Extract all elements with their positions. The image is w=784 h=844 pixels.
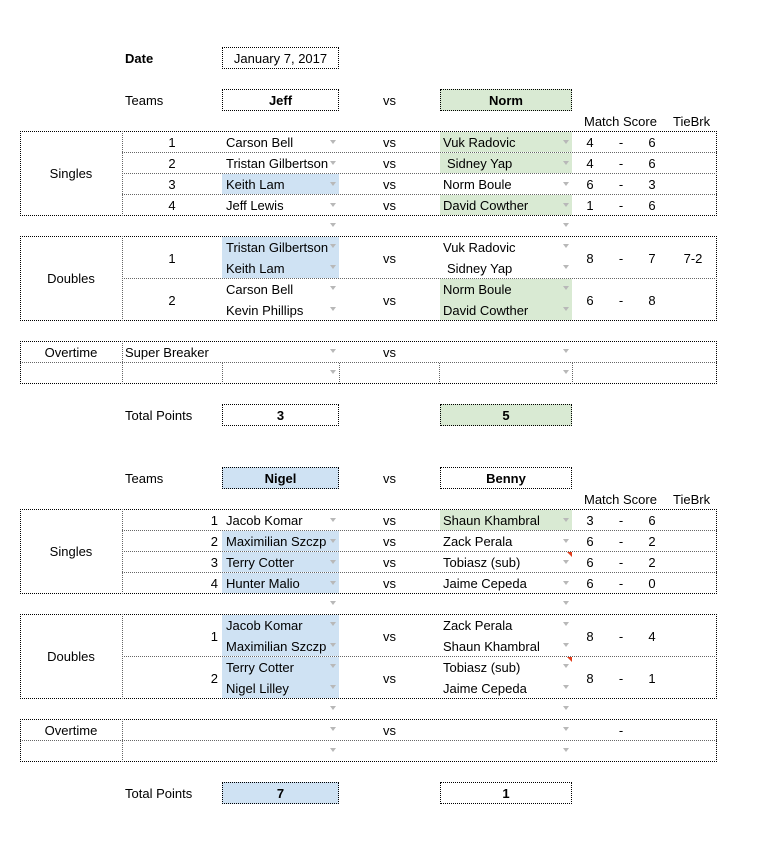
- score-left[interactable]: 8: [586, 251, 594, 266]
- doubles-2-right-player-2[interactable]: David Cowther: [443, 303, 529, 318]
- chevron-down-icon[interactable]: [330, 518, 336, 522]
- doubles-1-left-player-2[interactable]: Keith Lam: [226, 261, 285, 276]
- chevron-down-icon[interactable]: [563, 307, 569, 311]
- doubles-label: Doubles: [47, 649, 95, 664]
- chevron-down-icon[interactable]: [330, 203, 336, 207]
- chevron-down-icon[interactable]: [330, 748, 336, 752]
- match-score-header: Match Score: [584, 114, 657, 129]
- vs-label: vs: [383, 293, 396, 308]
- match-score-header: Match Score: [584, 492, 657, 507]
- chevron-down-icon[interactable]: [563, 203, 569, 207]
- chevron-down-icon[interactable]: [330, 349, 336, 353]
- singles-3-left-player[interactable]: Keith Lam: [226, 177, 285, 192]
- tiebrk-header: TieBrk: [673, 492, 711, 507]
- singles-3-num: 3: [210, 555, 218, 570]
- chevron-down-icon[interactable]: [330, 223, 336, 227]
- comment-indicator-icon[interactable]: [567, 657, 572, 662]
- score-dash: -: [618, 156, 624, 171]
- doubles-1-num: 1: [168, 251, 176, 266]
- chevron-down-icon[interactable]: [563, 581, 569, 585]
- score-left[interactable]: 1: [586, 198, 594, 213]
- score-left[interactable]: 6: [586, 534, 594, 549]
- score-right[interactable]: 7: [648, 251, 656, 266]
- score-right[interactable]: 4: [648, 629, 656, 644]
- score-right[interactable]: 6: [648, 198, 656, 213]
- singles-1-right-player[interactable]: Shaun Khambral: [443, 513, 540, 528]
- chevron-down-icon[interactable]: [330, 265, 336, 269]
- chevron-down-icon[interactable]: [563, 182, 569, 186]
- chevron-down-icon[interactable]: [330, 560, 336, 564]
- chevron-down-icon[interactable]: [563, 748, 569, 752]
- chevron-down-icon[interactable]: [563, 727, 569, 731]
- chevron-down-icon[interactable]: [330, 539, 336, 543]
- singles-3-left-player[interactable]: Terry Cotter: [226, 555, 294, 570]
- chevron-down-icon[interactable]: [330, 182, 336, 186]
- chevron-down-icon[interactable]: [330, 685, 336, 689]
- singles-4-left-player[interactable]: Hunter Malio: [226, 576, 300, 591]
- chevron-down-icon[interactable]: [563, 643, 569, 647]
- doubles-2-left-player-1[interactable]: Terry Cotter: [226, 660, 294, 675]
- total-points-label: Total Points: [125, 786, 193, 801]
- chevron-down-icon[interactable]: [330, 664, 336, 668]
- singles-2-right-player[interactable]: Sidney Yap: [447, 156, 513, 171]
- singles-3-num: 3: [168, 177, 176, 192]
- chevron-down-icon[interactable]: [330, 161, 336, 165]
- vs-label: vs: [383, 251, 396, 266]
- vs-label: vs: [383, 177, 396, 192]
- date-value[interactable]: January 7, 2017: [233, 51, 328, 66]
- vs-label: vs: [383, 198, 396, 213]
- chevron-down-icon[interactable]: [330, 727, 336, 731]
- singles-4-right-player[interactable]: Jaime Cepeda: [443, 576, 527, 591]
- chevron-down-icon[interactable]: [330, 286, 336, 290]
- doubles-1-right-player-2[interactable]: Shaun Khambral: [443, 639, 540, 654]
- doubles-1-right-player-2[interactable]: Sidney Yap: [447, 261, 513, 276]
- team-left-name[interactable]: Jeff: [268, 93, 293, 108]
- score-dash: -: [618, 198, 624, 213]
- vs-label: vs: [383, 723, 396, 738]
- score-dash: -: [618, 576, 624, 591]
- chevron-down-icon[interactable]: [330, 140, 336, 144]
- tiebrk-header: TieBrk: [673, 114, 711, 129]
- chevron-down-icon[interactable]: [563, 706, 569, 710]
- teams-label: Teams: [125, 471, 164, 486]
- team-left-name[interactable]: Nigel: [264, 471, 297, 486]
- total-points-label: Total Points: [125, 408, 193, 423]
- singles-3-right-player[interactable]: Tobiasz (sub): [443, 555, 521, 570]
- singles-1-right-player[interactable]: Vuk Radovic: [443, 135, 516, 150]
- singles-label: Singles: [49, 166, 93, 181]
- singles-4-right-player[interactable]: David Cowther: [443, 198, 529, 213]
- singles-2-left-player[interactable]: Tristan Gilbertson: [226, 156, 329, 171]
- tiebreak-score[interactable]: 7-2: [683, 251, 703, 266]
- score-dash: -: [618, 671, 624, 686]
- chevron-down-icon[interactable]: [563, 664, 569, 668]
- vs-label: vs: [383, 135, 396, 150]
- chevron-down-icon[interactable]: [563, 223, 569, 227]
- vs-label: vs: [383, 513, 396, 528]
- score-dash: -: [618, 629, 624, 644]
- score-right[interactable]: 0: [648, 576, 656, 591]
- doubles-2-left-player-2[interactable]: Kevin Phillips: [226, 303, 304, 318]
- vs-label: vs: [383, 93, 396, 108]
- singles-2-right-player[interactable]: Zack Perala: [443, 534, 513, 549]
- score-left[interactable]: 6: [586, 177, 594, 192]
- chevron-down-icon[interactable]: [330, 370, 336, 374]
- doubles-1-left-player-2[interactable]: Maximilian Szczp: [226, 639, 327, 654]
- vs-label: vs: [383, 671, 396, 686]
- chevron-down-icon[interactable]: [563, 539, 569, 543]
- score-right[interactable]: 2: [648, 555, 656, 570]
- total-right[interactable]: 5: [502, 408, 510, 423]
- vs-label: vs: [383, 345, 396, 360]
- vs-label: vs: [383, 629, 396, 644]
- doubles-1-left-player-1[interactable]: Jacob Komar: [226, 618, 303, 633]
- singles-2-num: 2: [168, 156, 176, 171]
- chevron-down-icon[interactable]: [563, 601, 569, 605]
- singles-4-left-player[interactable]: Jeff Lewis: [226, 198, 284, 213]
- score-left[interactable]: 3: [586, 513, 594, 528]
- overtime-type[interactable]: Super Breaker: [125, 345, 209, 360]
- chevron-down-icon[interactable]: [563, 685, 569, 689]
- total-right[interactable]: 1: [502, 786, 510, 801]
- score-dash: -: [618, 251, 624, 266]
- score-dash: -: [618, 135, 624, 150]
- vs-label: vs: [383, 534, 396, 549]
- score-right[interactable]: 6: [648, 513, 656, 528]
- doubles-2-right-player-1[interactable]: Norm Boule: [443, 282, 512, 297]
- team-right-name[interactable]: Norm: [489, 93, 523, 108]
- doubles-2-left-player-2[interactable]: Nigel Lilley: [226, 681, 289, 696]
- singles-1-num: 1: [168, 135, 176, 150]
- chevron-down-icon[interactable]: [563, 370, 569, 374]
- score-dash: -: [618, 293, 624, 308]
- chevron-down-icon[interactable]: [330, 244, 336, 248]
- chevron-down-icon[interactable]: [563, 518, 569, 522]
- chevron-down-icon[interactable]: [330, 622, 336, 626]
- doubles-2-left-player-1[interactable]: Carson Bell: [226, 282, 294, 297]
- chevron-down-icon[interactable]: [563, 265, 569, 269]
- teams-label: Teams: [125, 93, 164, 108]
- chevron-down-icon[interactable]: [563, 560, 569, 564]
- chevron-down-icon[interactable]: [563, 286, 569, 290]
- doubles-2-num: 2: [168, 293, 176, 308]
- vs-label: vs: [383, 576, 396, 591]
- score-right[interactable]: 6: [648, 135, 656, 150]
- score-left[interactable]: 6: [586, 555, 594, 570]
- singles-2-left-player[interactable]: Maximilian Szczp: [226, 534, 327, 549]
- score-dash: -: [618, 534, 624, 549]
- score-left[interactable]: 4: [586, 156, 594, 171]
- singles-2-num: 2: [210, 534, 218, 549]
- chevron-down-icon[interactable]: [330, 643, 336, 647]
- total-left[interactable]: 3: [276, 408, 285, 423]
- chevron-down-icon[interactable]: [563, 161, 569, 165]
- vs-label: vs: [383, 156, 396, 171]
- doubles-2-right-player-2[interactable]: Jaime Cepeda: [443, 681, 527, 696]
- chevron-down-icon[interactable]: [330, 706, 336, 710]
- score-dash: -: [618, 177, 624, 192]
- score-right[interactable]: 2: [648, 534, 656, 549]
- team-right-name[interactable]: Benny: [486, 471, 526, 486]
- score-dash: -: [618, 723, 624, 738]
- doubles-label: Doubles: [47, 271, 95, 286]
- score-left[interactable]: 8: [586, 671, 594, 686]
- chevron-down-icon[interactable]: [330, 307, 336, 311]
- total-left[interactable]: 7: [276, 786, 285, 801]
- singles-label: Singles: [49, 544, 93, 559]
- score-right[interactable]: 1: [648, 671, 656, 686]
- score-right[interactable]: 6: [648, 156, 656, 171]
- score-left[interactable]: 6: [586, 293, 594, 308]
- chevron-down-icon[interactable]: [563, 140, 569, 144]
- score-right[interactable]: 3: [648, 177, 656, 192]
- doubles-2-right-player-1[interactable]: Tobiasz (sub): [443, 660, 521, 675]
- singles-1-left-player[interactable]: Jacob Komar: [226, 513, 303, 528]
- chevron-down-icon[interactable]: [330, 601, 336, 605]
- chevron-down-icon[interactable]: [563, 244, 569, 248]
- date-label: Date: [125, 51, 154, 66]
- score-right[interactable]: 8: [648, 293, 656, 308]
- doubles-1-left-player-1[interactable]: Tristan Gilbertson: [226, 240, 329, 255]
- singles-3-right-player[interactable]: Norm Boule: [443, 177, 512, 192]
- chevron-down-icon[interactable]: [330, 581, 336, 585]
- comment-indicator-icon[interactable]: [567, 552, 572, 557]
- vs-label: vs: [383, 555, 396, 570]
- singles-1-num: 1: [210, 513, 218, 528]
- chevron-down-icon[interactable]: [563, 622, 569, 626]
- doubles-1-num: 1: [210, 629, 218, 644]
- chevron-down-icon[interactable]: [563, 349, 569, 353]
- score-left[interactable]: 4: [586, 135, 594, 150]
- singles-4-num: 4: [168, 198, 176, 213]
- vs-label: vs: [383, 471, 396, 486]
- overtime-label: Overtime: [44, 345, 98, 360]
- doubles-1-right-player-1[interactable]: Zack Perala: [443, 618, 513, 633]
- singles-4-num: 4: [210, 576, 218, 591]
- score-dash: -: [618, 513, 624, 528]
- doubles-1-right-player-1[interactable]: Vuk Radovic: [443, 240, 516, 255]
- overtime-label: Overtime: [44, 723, 98, 738]
- score-left[interactable]: 6: [586, 576, 594, 591]
- score-dash: -: [618, 555, 624, 570]
- singles-1-left-player[interactable]: Carson Bell: [226, 135, 294, 150]
- score-left[interactable]: 8: [586, 629, 594, 644]
- doubles-2-num: 2: [210, 671, 218, 686]
